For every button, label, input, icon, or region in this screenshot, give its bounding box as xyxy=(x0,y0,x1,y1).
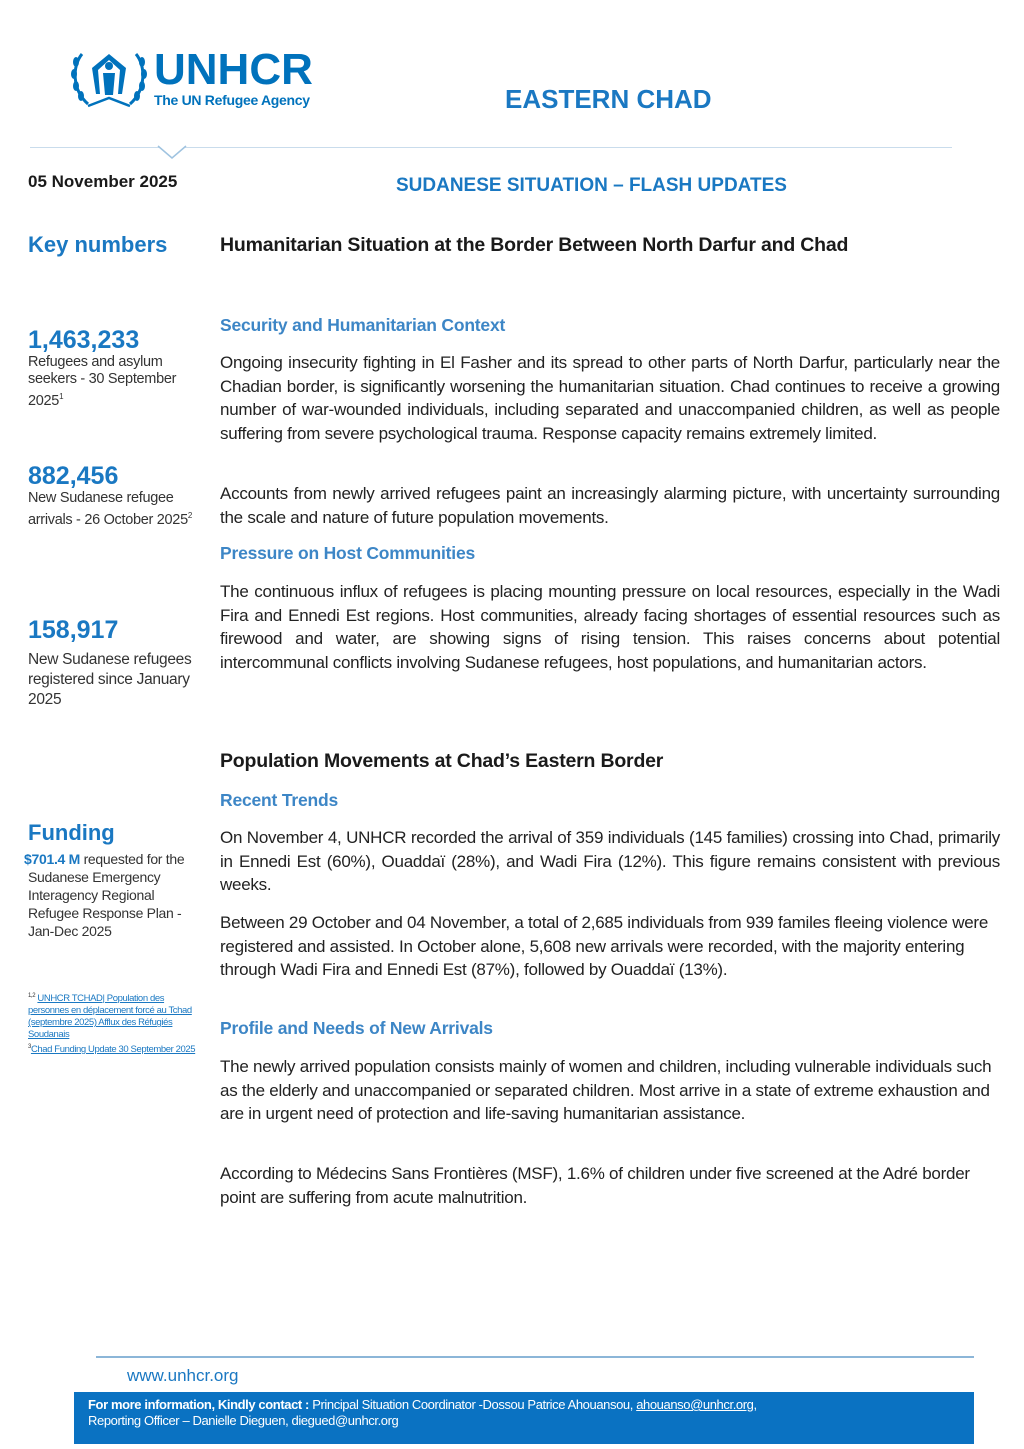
report-date: 05 November 2025 xyxy=(28,172,178,191)
key-numbers-heading: Key numbers xyxy=(28,232,168,257)
key-number-item xyxy=(28,616,198,710)
footnote-item: $^{1,2}$ UNHCR TCHAD| Population des personnes en déplacement forcé au Tchad (septembre 2025) Afflux des Réfugiés Soudanais xyxy=(28,993,192,1041)
logo-tagline: The UN Refugee Agency xyxy=(154,92,310,108)
contact-line-2: Reporting Officer – Danielle Dieguen, diegued@unhcr.org xyxy=(88,1413,399,1428)
key-number-value: 1,463,233 xyxy=(28,326,140,354)
footnotes xyxy=(28,990,200,1056)
paragraph: Accounts from newly arrived refugees paint an increasingly alarming picture, with uncertainty surrounding the scale and nature of future population movements. xyxy=(220,484,1000,527)
key-number-label: Refugees and asylum seekers - 30 September 2025$^1$ xyxy=(28,354,177,409)
paragraph: Between 29 October and 04 November, a total of 2,685 individuals from 939 familes fleeing violence were registered and assisted. In October alone, 5,608 new arrivals were recorded, with the majority entering through Wadi Fira and Ennedi Est (87%), followed by Ouaddaï (13%). xyxy=(220,913,989,979)
footnote-item: $^3$Chad Funding Update 30 September 2025 xyxy=(28,1044,196,1056)
subsection-heading: Profile and Needs of New Arrivals xyxy=(220,1018,493,1038)
email-link[interactable]: ahouanso@unhcr.org xyxy=(636,1397,754,1412)
paragraph: On November 4, UNHCR recorded the arrival of 359 individuals (145 families) crossing into Chad, primarily in Ennedi Est (60%), Ouaddaï (28%), and Wadi Fira (12%). This figure remains consistent with previous weeks. xyxy=(220,828,1000,894)
key-number-item xyxy=(28,326,198,410)
sidebar xyxy=(24,232,198,1056)
paragraph: According to Médecins Sans Frontières (MSF), 1.6% of children under five screened at the Adré border point are suffering from acute malnutrition. xyxy=(220,1164,970,1207)
section-title: Humanitarian Situation at the Border Between North Darfur and Chad xyxy=(220,234,849,256)
subsection-heading: Pressure on Host Communities xyxy=(220,543,476,563)
funding-amount: $701.4 M xyxy=(24,851,80,867)
key-number-label: New Sudanese refugees registered since January 2025 xyxy=(28,651,192,708)
contact-bar xyxy=(74,1392,974,1444)
chevron-down-icon xyxy=(156,140,188,160)
funding-heading: Funding xyxy=(28,820,115,845)
logo-wordmark: UNHCR xyxy=(154,45,313,94)
key-number-value: 158,917 xyxy=(28,616,119,644)
key-number-item xyxy=(28,462,198,529)
funding-block xyxy=(24,820,198,940)
key-number-value: 882,456 xyxy=(28,462,119,490)
report-title: SUDANESE SITUATION – FLASH UPDATES xyxy=(396,175,787,196)
paragraph: The newly arrived population consists mainly of women and children, including vulnerable individuals such as the elderly and unaccompanied or separated children. Most arrive in a state of extreme exhaustion and are in urgent need of protection and life-saving humanitarian assistance. xyxy=(220,1057,992,1123)
subsection-heading: Security and Humanitarian Context xyxy=(220,315,506,335)
contact-line-1: For more information, Kindly contact : Principal Situation Coordinator -Dossou Patrice Ahouansou, ahouanso@unhcr.org, xyxy=(88,1397,757,1412)
website-link[interactable]: www.unhcr.org xyxy=(127,1366,239,1385)
section-title: Population Movements at Chad’s Eastern Border xyxy=(220,750,664,772)
footnote-link[interactable]: UNHCR TCHAD| Population des personnes en déplacement forcé au Tchad (septembre 2025) Afflux des Réfugiés Soudanais xyxy=(28,993,192,1041)
unhcr-logo xyxy=(70,46,313,112)
funding-text: $701.4 M requested for the Sudanese Emergency Interagency Regional Refugee Response Plan - Jan-Dec 2025 xyxy=(24,851,185,939)
paragraph: Ongoing insecurity fighting in El Fasher and its spread to other parts of North Darfur, particularly near the Chadian border, is significantly worsening the humanitarian situation. Chad continues to receive a growing number of war-wounded individuals, including separated and unaccompanied children, as well as people suffering from severe psychological trauma. Response capacity remains extremely limited. xyxy=(220,353,1000,443)
region-title: EASTERN CHAD xyxy=(505,84,712,114)
subsection-heading: Recent Trends xyxy=(220,790,338,810)
contact-label: For more information, Kindly contact : xyxy=(88,1397,309,1412)
footnote-link[interactable]: Chad Funding Update 30 September 2025 xyxy=(30,1044,196,1056)
unhcr-emblem-icon xyxy=(70,46,148,112)
key-number-label: New Sudanese refugee arrivals - 26 October 2025$^2$ xyxy=(28,490,192,528)
footer-divider xyxy=(96,1356,974,1358)
paragraph: The continuous influx of refugees is placing mounting pressure on local resources, especially in the Wadi Fira and Ennedi Est regions. Host communities, already facing shortages of essential resources such as firewood and water, are showing signs of rising tension. This raises concerns about potential intercommunal conflicts involving Sudanese refugees, host populations, and humanitarian actors. xyxy=(220,582,1000,672)
